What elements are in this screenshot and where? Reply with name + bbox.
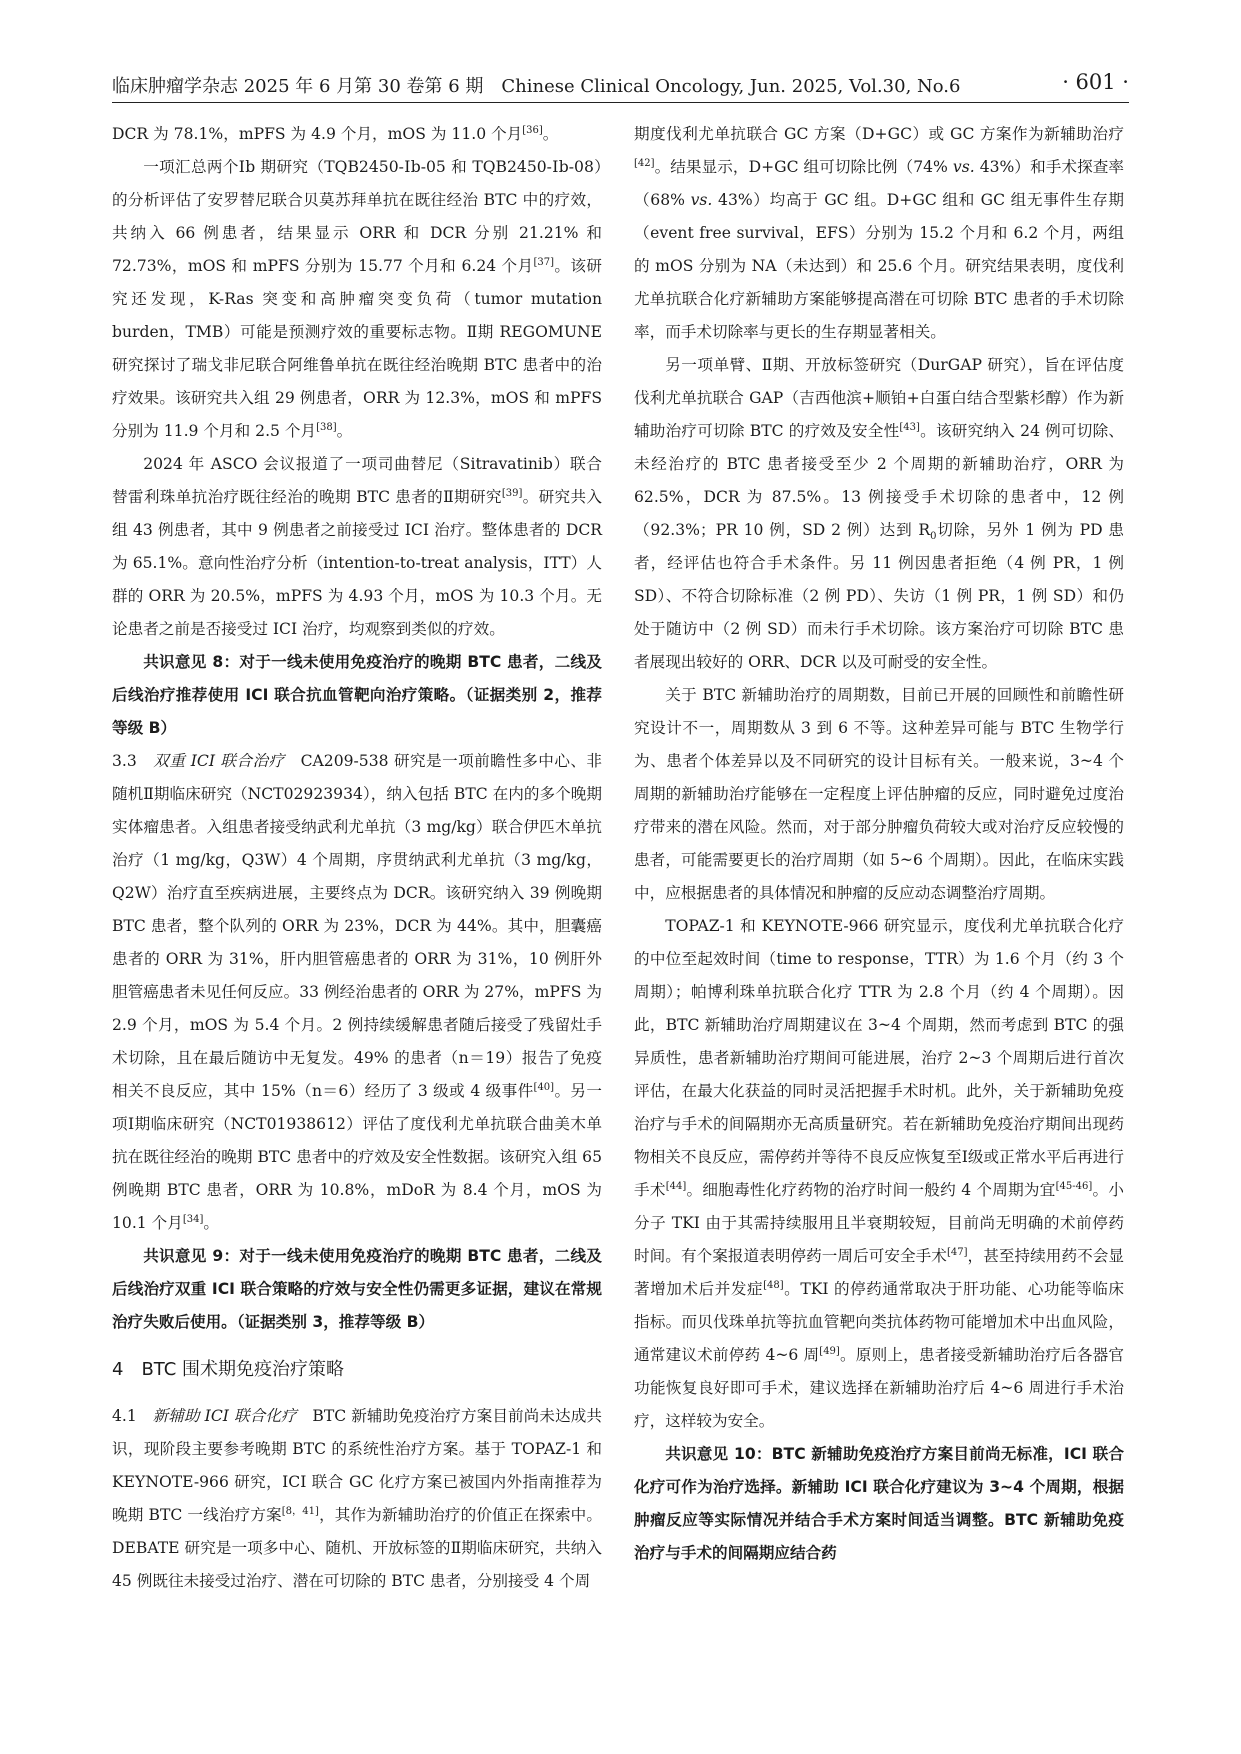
consensus-9: 共识意见 9：对于一线未使用免疫治疗的晚期 BTC 患者，二线及后线治疗双重 ICI 联合策略的疗效与安全性仍需更多证据，建议在常规治疗失败后使用。（证据类别 3，推荐等级 B） <box>112 1247 602 1331</box>
citation: [36] <box>522 124 543 136</box>
citation: [39] <box>501 487 523 499</box>
citation: [48] <box>763 1279 784 1291</box>
subsection-number: 3.3 <box>112 752 154 770</box>
subsection-title: 新辅助 ICI 联合化疗 <box>152 1407 297 1425</box>
running-header <box>112 70 1129 103</box>
citation: [40] <box>533 1081 555 1093</box>
page-number: · 601 · <box>1062 70 1129 94</box>
paragraph: 关于 BTC 新辅助治疗的周期数，目前已开展的回顾性和前瞻性研究设计不一，周期数从 3 到 6 不等。这种差异可能与 BTC 生物学行为、患者个体差异以及不同研究的设计目标有关。一般来说，3~4 个周期的新辅助治疗能够在一定程度上评估肿瘤的反应，同时避免过度治疗带来的潜在风险。然而，对于部分肿瘤负荷较大或对治疗反应较慢的患者，可能需要更长的治疗周期（如 5~6 个周期）。因此，在临床实践中，应根据患者的具体情况和肿瘤的反应动态调整治疗周期。 <box>634 686 1124 902</box>
left-column <box>112 118 602 1598</box>
paragraph: 2024 年 ASCO 会议报道了一项司曲替尼（Sitravatinib）联合替雷利珠单抗治疗既往经治的晚期 BTC 患者的Ⅱ期研究[39]。研究共入组 43 例患者，其中 9 例患者之前接受过 ICI 治疗。整体患者的 DCR 为 65.1%。意向性治疗分析（intention-to-treat analysis，ITT）人群的 ORR 为 20.5%，mPFS 为 4.93 个月，mOS 为 10.3 个月。无论患者之前是否接受过 ICI 治疗，均观察到类似的疗效。 <box>112 455 602 638</box>
subsection-number: 4.1 <box>112 1407 153 1425</box>
journal-citation: 临床肿瘤学杂志 2025 年 6 月第 30 卷第 6 期 Chinese Clinical Oncology, Jun. 2025, Vol.30, No.6 <box>112 76 961 97</box>
paragraph-4-1: 4.1 新辅助 ICI 联合化疗 BTC 新辅助免疫治疗方案目前尚未达成共识，现阶段主要参考晚期 BTC 的系统性治疗方案。基于 TOPAZ-1 和 KEYNOTE-966 研究，ICI 联合 GC 化疗方案已被国内外指南推荐为晚期 BTC 一线治疗方案[8，41]，其作为新辅助治疗的价值正在探索中。DEBATE 研究是一项多中心、随机、开放标签的Ⅱ期临床研究，共纳入 45 例既往未接受过治疗、潜在可切除的 BTC 患者，分别接受 4 个周 <box>112 1407 603 1590</box>
paragraph: TOPAZ-1 和 KEYNOTE-966 研究显示，度伐利尤单抗联合化疗的中位至起效时间（time to response，TTR）为 1.6 个月（约 3 个周期）；帕博利珠单抗联合化疗 TTR 为 2.8 个月（约 4 个周期）。因此，BTC 新辅助治疗周期建议在 3~4 个周期，然而考虑到 BTC 的强异质性，患者新辅助治疗期间可能进展，治疗 2~3 个周期后进行首次评估，在最大化获益的同时灵活把握手术时机。此外，关于新辅助免疫治疗与手术的间隔期亦无高质量研究。若在新辅助免疫治疗期间出现药物相关不良反应，需停药并等待不良反应恢复至Ⅰ级或正常水平后再进行手术[44]。细胞毒性化疗药物的治疗时间一般约 4 个周期为宜[45-46]。小分子 TKI 由于其需持续服用且半衰期较短，目前尚无明确的术前停药时间。有个案报道表明停药一周后可安全手术[47]，甚至持续用药不会显著增加术后并发症[48]。TKI 的停药通常取决于肝功能、心功能等临床指标。而贝伐珠单抗等抗血管靶向类抗体药物可能增加术中出血风险，通常建议术前停药 4~6 周[49]。原则上，患者接受新辅助治疗后各器官功能恢复良好即可手术，建议选择在新辅助治疗后 4~6 周进行手术治疗，这样较为安全。 <box>634 917 1124 1430</box>
citation: [44] <box>665 1180 687 1192</box>
right-column <box>634 118 1124 1570</box>
citation: [37] <box>533 256 555 268</box>
paragraph: 一项汇总两个Ⅰb 期研究（TQB2450-Ⅰb-05 和 TQB2450-Ⅰb-08）的分析评估了安罗替尼联合贝莫苏拜单抗在既往经治 BTC 中的疗效，共纳入 66 例患者，结果显示 ORR 和 DCR 分别 21.21% 和 72.73%，mOS 和 mPFS 分别为 15.77 个月和 6.24 个月[37]。该研究还发现，K-Ras 突变和高肿瘤突变负荷（tumor mutation burden，TMB）可能是预测疗效的重要标志物。Ⅱ期 REGOMUNE 研究探讨了瑞戈非尼联合阿维鲁单抗在既往经治晚期 BTC 患者中的治疗效果。该研究共入组 29 例患者，ORR 为 12.3%，mOS 和 mPFS 分别为 11.9 个月和 2.5 个月[38]。 <box>112 158 602 440</box>
subsection-title: 双重 ICI 联合治疗 <box>153 752 285 770</box>
paragraph: 期度伐利尤单抗联合 GC 方案（D+GC）或 GC 方案作为新辅助治疗[42]。结果显示，D+GC 组可切除比例（74% vs. 43%）和手术探查率（68% vs. 43%）均高于 GC 组。D+GC 组和 GC 组无事件生存期（event free survival，EFS）分别为 15.2 个月和 6.2 个月，两组的 mOS 分别为 NA（未达到）和 25.6 个月。研究结果表明，度伐利尤单抗联合化疗新辅助方案能够提高潜在可切除 BTC 患者的手术切除率，而手术切除率与更长的生存期显著相关。 <box>634 125 1124 341</box>
paragraph: 另一项单臂、Ⅱ期、开放标签研究（DurGAP 研究），旨在评估度伐利尤单抗联合 GAP（吉西他滨+顺铂+白蛋白结合型紫杉醇）作为新辅助治疗可切除 BTC 的疗效及安全性[43]。该研究纳入 24 例可切除、未经治疗的 BTC 患者接受至少 2 个周期的新辅助治疗，ORR 为 62.5%，DCR 为 87.5%。13 例接受手术切除的患者中，12 例（92.3%；PR 10 例，SD 2 例）达到 $R_0$切除，另外 1 例为 PD 患者，经评估也符合手术条件。另 11 例因患者拒绝（4 例 PR，1 例 SD）、不符合切除标准（2 例 PD）、失访（1 例 PR，1 例 SD）和仍处于随访中（2 例 SD）而未行手术切除。该方案治疗可切除 BTC 患者展现出较好的 ORR、DCR 以及可耐受的安全性。 <box>634 356 1124 671</box>
paragraph-3-3: 3.3 双重 ICI 联合治疗 CA209-538 研究是一项前瞻性多中心、非随机Ⅱ期临床研究（NCT02923934），纳入包括 BTC 在内的多个晚期实体瘤患者。入组患者接受纳武利尤单抗（3 mg/kg）联合伊匹木单抗治疗（1 mg/kg，Q3W）4 个周期，序贯纳武利尤单抗（3 mg/kg，Q2W）治疗直至疾病进展，主要终点为 DCR。该研究纳入 39 例晚期 BTC 患者，整个队列的 ORR 为 23%，DCR 为 44%。其中，胆囊癌患者的 ORR 为 31%，肝内胆管癌患者的 ORR 为 31%，10 例肝外胆管癌患者未见任何反应。33 例经治患者的 ORR 为 27%，mPFS 为 2.9 个月，mOS 为 5.4 个月。2 例持续缓解患者随后接受了残留灶手术切除，且在最后随访中无复发。49% 的患者（n＝19）报告了免疫相关不良反应，其中 15%（n＝6）经历了 3 级或 4 级事件[40]。另一项Ⅰ期临床研究（NCT01938612）评估了度伐利尤单抗联合曲美木单抗在既往经治的晚期 BTC 患者中的疗效及安全性数据。该研究入组 65 例晚期 BTC 患者，ORR 为 10.8%，mDoR 为 8.4 个月，mOS 为 10.1 个月[34]。 <box>112 752 602 1232</box>
citation: [38] <box>316 421 337 433</box>
section-heading: 4 BTC 围术期免疫治疗策略 <box>112 1359 345 1380</box>
citation: [49] <box>819 1345 840 1357</box>
paragraph: DCR 为 78.1%，mPFS 为 4.9 个月，mOS 为 11.0 个月[36]。 <box>112 124 559 143</box>
citation: [42] <box>634 157 655 169</box>
citation: [45-46] <box>1055 1180 1093 1192</box>
citation: [34] <box>182 1213 204 1225</box>
citation: [43] <box>899 421 920 433</box>
consensus-8: 共识意见 8：对于一线未使用免疫治疗的晚期 BTC 患者，二线及后线治疗推荐使用 ICI 联合抗血管靶向治疗策略。（证据类别 2，推荐等级 B） <box>112 653 602 737</box>
citation: [47] <box>946 1246 968 1258</box>
consensus-10: 共识意见 10：BTC 新辅助免疫治疗方案目前尚无标准，ICI 联合化疗可作为治疗选择。新辅助 ICI 联合化疗建议为 3~4 个周期，根据肿瘤反应等实际情况并结合手术方案时间适当调整。BTC 新辅助免疫治疗与手术的间隔期应结合药 <box>634 1445 1124 1562</box>
citation: [8，41] <box>281 1505 319 1517</box>
